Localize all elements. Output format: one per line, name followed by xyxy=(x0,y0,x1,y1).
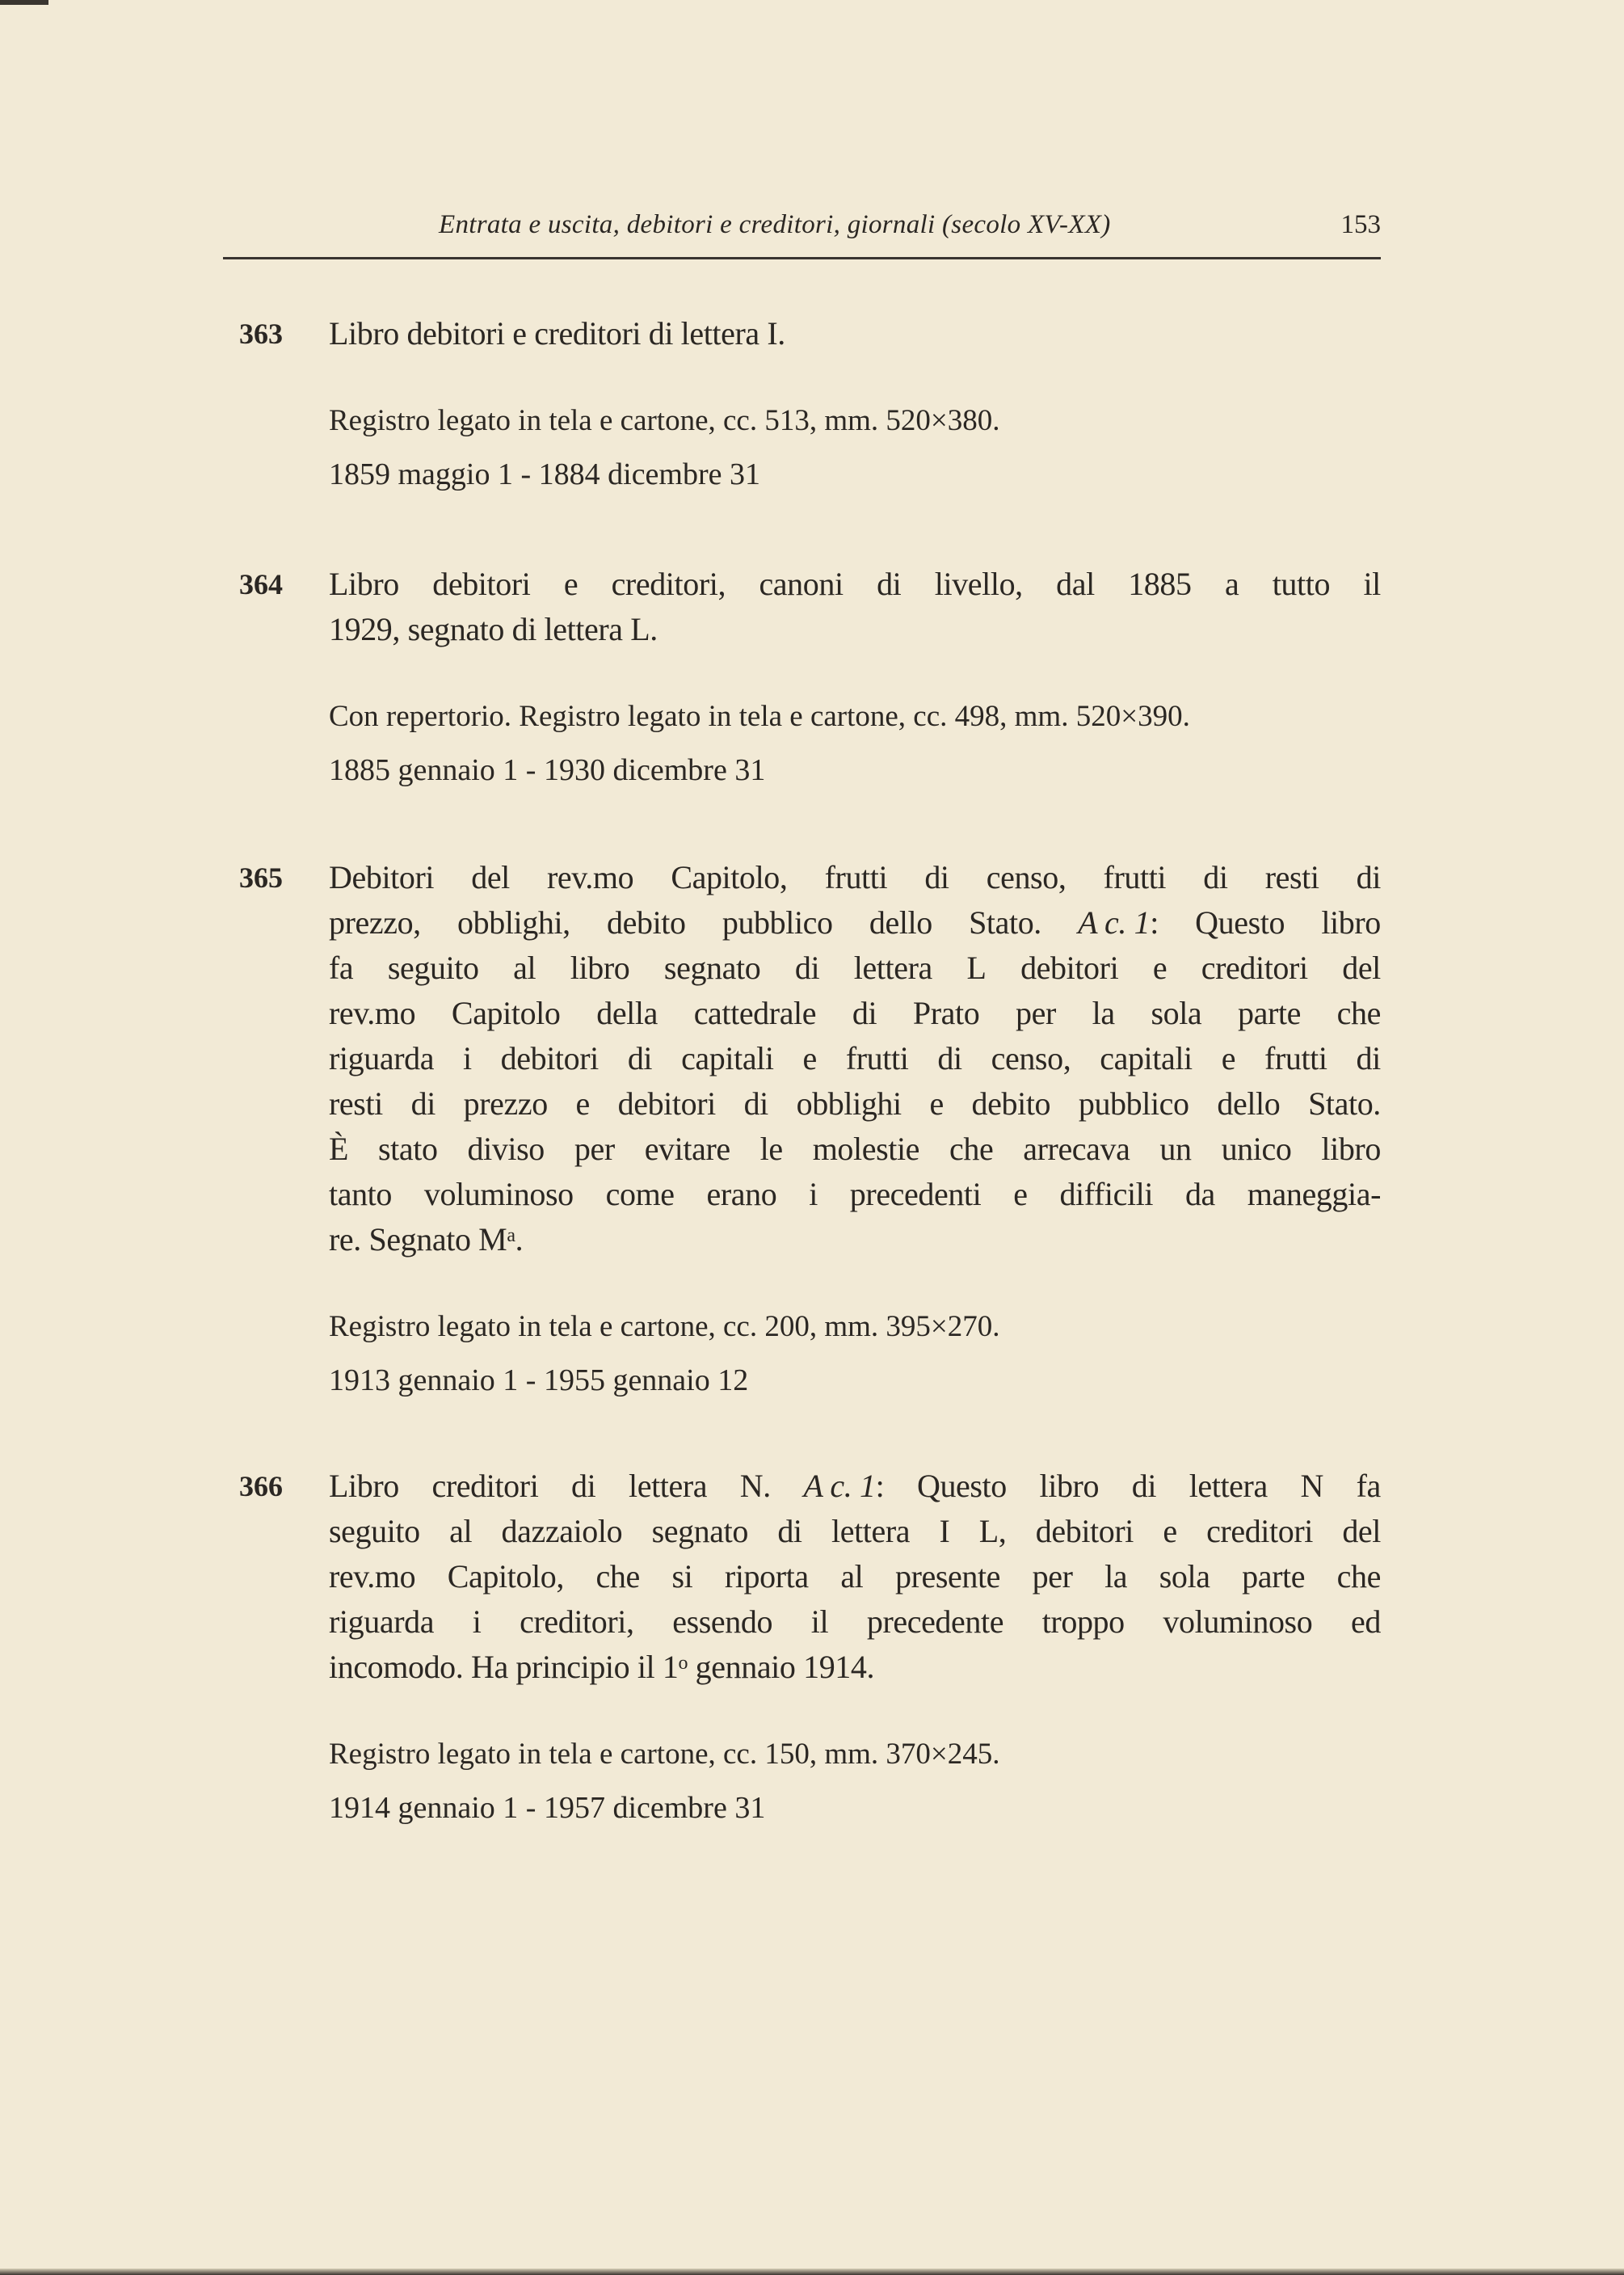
title-word: seguito xyxy=(387,950,479,986)
title-word: frutti xyxy=(1103,859,1167,895)
title-word: le xyxy=(759,1131,783,1167)
entry-title xyxy=(329,856,1381,1262)
title-word: di xyxy=(937,1040,962,1076)
title-word: creditori xyxy=(1201,950,1308,986)
title-word: : xyxy=(1150,904,1159,941)
title-word: al xyxy=(449,1513,473,1549)
entry-body xyxy=(329,1464,1381,1830)
title-word: di xyxy=(794,950,820,986)
title-word: il xyxy=(810,1603,829,1640)
title-word: voluminoso xyxy=(423,1176,574,1212)
title-word: della xyxy=(596,995,658,1031)
title-word: sola xyxy=(1151,995,1202,1031)
entry-title xyxy=(329,562,1381,651)
entry-number: 365 xyxy=(239,862,283,894)
title-segment: . xyxy=(515,1221,524,1258)
title-word: obblighi xyxy=(796,1085,902,1122)
title-word: di xyxy=(777,1513,802,1549)
entry-dates: 1859 maggio 1 - 1884 dicembre 31 xyxy=(329,457,761,491)
title-word: capitali xyxy=(1100,1040,1193,1076)
title-word: di xyxy=(743,1085,768,1122)
title-word: presente xyxy=(894,1558,1001,1595)
title-word: unico xyxy=(1221,1131,1292,1167)
entry-body xyxy=(329,562,1381,792)
title-word: il xyxy=(1363,566,1381,602)
title-word: libro xyxy=(1039,1468,1100,1504)
title-word: parte xyxy=(1242,1558,1306,1595)
entry-title xyxy=(329,312,1381,356)
title-word: livello, xyxy=(934,566,1023,602)
title-word: riguarda xyxy=(329,1603,435,1640)
title-word: di xyxy=(1131,1468,1157,1504)
title-word: lettera xyxy=(853,950,932,986)
title-line xyxy=(329,1464,1381,1508)
title-word: : xyxy=(875,1468,885,1504)
title-word: rev.mo xyxy=(329,1558,416,1595)
title-word: che xyxy=(1336,1558,1381,1595)
title-word: di xyxy=(410,1085,435,1122)
title-word: Capitolo xyxy=(451,995,561,1031)
title-word: resti xyxy=(1264,859,1319,895)
title-word: e xyxy=(802,1040,817,1076)
title-word: per xyxy=(574,1131,615,1167)
title-word: frutti xyxy=(845,1040,909,1076)
title-line xyxy=(329,1510,1381,1553)
title-word: di xyxy=(924,859,949,895)
entry-title xyxy=(329,1464,1381,1689)
entry-dates: 1913 gennaio 1 - 1955 gennaio 12 xyxy=(329,1363,749,1397)
title-line xyxy=(329,1218,1381,1262)
title-word: del xyxy=(1342,1513,1381,1549)
title-word: lettera xyxy=(1189,1468,1268,1504)
title-segment: 1929, segnato di lettera L. xyxy=(329,611,658,647)
page-edge-shadow-bottom xyxy=(0,2269,1624,2275)
title-line xyxy=(329,901,1381,945)
title-word: ed xyxy=(1351,1603,1381,1640)
title-word: Capitolo, xyxy=(447,1558,564,1595)
title-word: la xyxy=(1104,1558,1128,1595)
title-word: creditori, xyxy=(520,1603,634,1640)
title-word: al xyxy=(513,950,536,986)
entry-number: 366 xyxy=(239,1470,283,1502)
title-word: e xyxy=(1152,950,1168,986)
title-word: L, xyxy=(978,1513,1007,1549)
title-word: creditori xyxy=(1206,1513,1313,1549)
title-word: per xyxy=(1032,1558,1073,1595)
title-word: censo, xyxy=(986,859,1067,895)
title-line xyxy=(329,562,1381,606)
title-segment-italic: A c. 1 xyxy=(1078,904,1151,941)
title-word: frutti xyxy=(1264,1040,1327,1076)
title-word: debitori xyxy=(1035,1513,1134,1549)
title-word: 1885 xyxy=(1128,566,1192,602)
title-line xyxy=(329,946,1381,990)
title-word: lettera xyxy=(831,1513,911,1549)
title-word: e xyxy=(575,1085,590,1122)
title-word: evitare xyxy=(644,1131,730,1167)
title-word: al xyxy=(840,1558,864,1595)
title-word: essendo xyxy=(672,1603,773,1640)
title-word: rev.mo xyxy=(547,859,634,895)
title-word: che xyxy=(1336,995,1381,1031)
title-word: la xyxy=(1092,995,1115,1031)
title-word: tutto xyxy=(1272,566,1331,602)
title-word: riporta xyxy=(724,1558,809,1595)
title-word: dello xyxy=(1217,1085,1281,1122)
title-word: prezzo xyxy=(463,1085,548,1122)
entry-description: Con repertorio. Registro legato in tela e cartone, cc. 498, mm. 520×390. xyxy=(329,700,1190,733)
title-word: fa xyxy=(329,950,354,986)
title-word: segnato xyxy=(663,950,761,986)
title-word: creditori xyxy=(431,1468,539,1504)
title-line xyxy=(329,608,1381,651)
page-number: 153 xyxy=(1340,210,1381,239)
title-word: pubblico xyxy=(722,904,833,941)
title-word: sola xyxy=(1159,1558,1210,1595)
title-word: libro xyxy=(1321,1131,1381,1167)
title-word: Libro xyxy=(329,1468,399,1504)
title-word: diviso xyxy=(467,1131,545,1167)
title-word: frutti xyxy=(824,859,888,895)
title-word: Questo xyxy=(916,1468,1007,1504)
title-word: Capitolo, xyxy=(671,859,788,895)
catalog-entry xyxy=(239,856,1381,1402)
title-word: di xyxy=(571,1468,596,1504)
running-head-title: Entrata e uscita, debitori e creditori, giornali (secolo XV-XX) xyxy=(439,210,1111,239)
title-word: troppo xyxy=(1041,1603,1125,1640)
title-word: dal xyxy=(1056,566,1095,602)
title-word: debito xyxy=(971,1085,1051,1122)
title-segment: re. Segnato M xyxy=(329,1221,507,1258)
entry-number: 364 xyxy=(239,568,283,600)
page-edge-shadow xyxy=(0,0,48,5)
catalog-entry xyxy=(239,1464,1381,1830)
title-word: stato xyxy=(378,1131,438,1167)
title-word: lettera xyxy=(629,1468,708,1504)
title-word: Stato. xyxy=(969,904,1041,941)
entry-body xyxy=(329,312,1381,496)
title-word: pubblico xyxy=(1078,1085,1189,1122)
title-word: dello xyxy=(869,904,932,941)
title-word: capitali xyxy=(681,1040,774,1076)
title-word: parte xyxy=(1238,995,1301,1031)
title-word: voluminoso xyxy=(1163,1603,1313,1640)
title-word: i xyxy=(472,1603,482,1640)
title-word: seguito xyxy=(329,1513,420,1549)
title-word: i xyxy=(809,1176,818,1212)
title-line xyxy=(329,1127,1381,1171)
entry-number: 363 xyxy=(239,318,283,350)
title-word: di xyxy=(1356,859,1381,895)
catalog-entry xyxy=(239,312,1381,496)
title-line xyxy=(329,1037,1381,1081)
title-word: N. xyxy=(739,1468,771,1504)
title-word-group xyxy=(1078,901,1159,945)
title-word: canoni xyxy=(759,566,844,602)
title-word: debitori xyxy=(617,1085,716,1122)
title-word: segnato xyxy=(651,1513,748,1549)
title-word-group xyxy=(804,1464,885,1508)
title-word: rev.mo xyxy=(329,995,416,1031)
title-word: un xyxy=(1159,1131,1192,1167)
header-rule xyxy=(223,257,1381,259)
title-word: di xyxy=(852,995,877,1031)
title-word: N xyxy=(1300,1468,1323,1504)
title-word: censo, xyxy=(991,1040,1071,1076)
title-line xyxy=(329,312,1381,356)
title-word: del xyxy=(471,859,510,895)
title-word: debito xyxy=(607,904,686,941)
title-word: e xyxy=(929,1085,944,1122)
title-word: arrecava xyxy=(1023,1131,1130,1167)
title-word: e xyxy=(1221,1040,1236,1076)
title-word: da xyxy=(1184,1176,1215,1212)
title-word: cattedrale xyxy=(693,995,817,1031)
title-superscript: o xyxy=(678,1653,688,1675)
running-head xyxy=(225,209,1381,249)
title-word: debitori xyxy=(500,1040,599,1076)
title-line xyxy=(329,1082,1381,1126)
title-word: debitori xyxy=(432,566,531,602)
title-word: a xyxy=(1224,566,1239,602)
title-segment: Libro debitori e creditori di lettera I. xyxy=(329,315,785,352)
entry-body xyxy=(329,856,1381,1402)
title-word: creditori, xyxy=(611,566,726,602)
title-segment-italic: A c. 1 xyxy=(803,1468,876,1504)
title-word: difficili xyxy=(1059,1176,1154,1212)
title-line xyxy=(329,1173,1381,1216)
title-line xyxy=(329,1600,1381,1644)
title-word: erano xyxy=(706,1176,777,1212)
title-word: I xyxy=(939,1513,950,1549)
title-word: come xyxy=(605,1176,675,1212)
catalog-entry xyxy=(239,562,1381,792)
title-segment: incomodo. Ha principio il 1 xyxy=(329,1649,679,1685)
title-word: Prato xyxy=(912,995,980,1031)
title-word: dazzaiolo xyxy=(501,1513,623,1549)
title-word: precedenti xyxy=(849,1176,982,1212)
title-segment: gennaio 1914. xyxy=(688,1649,875,1685)
title-word: obblighi, xyxy=(457,904,570,941)
title-word: si xyxy=(671,1558,693,1595)
title-word: Stato. xyxy=(1308,1085,1381,1122)
title-word: di xyxy=(1203,859,1228,895)
title-word: libro xyxy=(1321,904,1381,941)
title-word: i xyxy=(463,1040,472,1076)
title-word: libro xyxy=(570,950,630,986)
title-superscript: a xyxy=(507,1225,515,1247)
entry-description: Registro legato in tela e cartone, cc. 150, mm. 370×245. xyxy=(329,1738,1000,1771)
title-word: Debitori xyxy=(329,859,435,895)
title-word: che xyxy=(595,1558,640,1595)
title-word: di xyxy=(627,1040,653,1076)
title-line xyxy=(329,1555,1381,1599)
title-word: che xyxy=(949,1131,994,1167)
title-word: molestie xyxy=(812,1131,920,1167)
title-word: di xyxy=(877,566,902,602)
entry-description: Registro legato in tela e cartone, cc. 200, mm. 395×270. xyxy=(329,1310,1000,1343)
entry-description: Registro legato in tela e cartone, cc. 513, mm. 520×380. xyxy=(329,404,1000,437)
title-word: e xyxy=(1013,1176,1028,1212)
entry-dates: 1885 gennaio 1 - 1930 dicembre 31 xyxy=(329,753,766,787)
title-word: Questo xyxy=(1195,904,1285,941)
title-word: L xyxy=(966,950,987,986)
title-word: resti xyxy=(329,1085,383,1122)
title-word: debitori xyxy=(1020,950,1119,986)
title-word: maneggia- xyxy=(1247,1176,1381,1212)
title-line xyxy=(329,992,1381,1035)
title-word: riguarda xyxy=(329,1040,435,1076)
title-word: per xyxy=(1016,995,1056,1031)
title-word: di xyxy=(1356,1040,1381,1076)
title-word: precedente xyxy=(866,1603,1004,1640)
title-line xyxy=(329,1645,1381,1689)
title-word: tanto xyxy=(329,1176,392,1212)
title-word: fa xyxy=(1356,1468,1381,1504)
title-line xyxy=(329,856,1381,899)
title-word: e xyxy=(563,566,578,602)
title-word: Libro xyxy=(329,566,399,602)
entry-dates: 1914 gennaio 1 - 1957 dicembre 31 xyxy=(329,1791,766,1825)
title-word: È xyxy=(329,1131,349,1167)
title-word: prezzo, xyxy=(329,904,421,941)
title-word: e xyxy=(1163,1513,1177,1549)
title-word: del xyxy=(1342,950,1381,986)
